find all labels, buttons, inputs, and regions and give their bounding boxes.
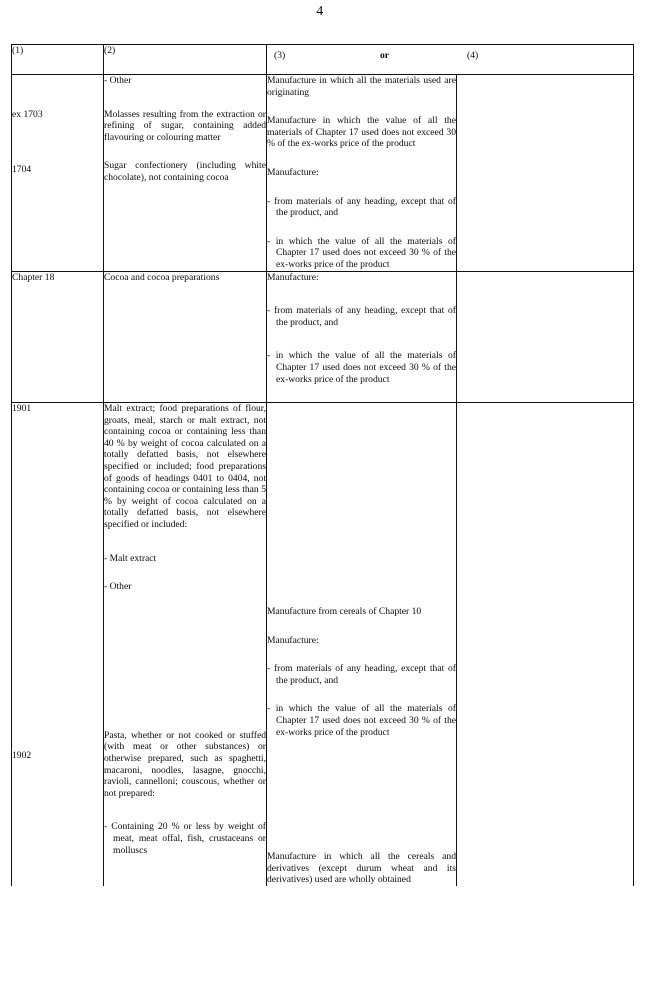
row-1901-other-rule-intro: Manufacture: xyxy=(267,634,319,646)
table-row-chapter-18 xyxy=(12,271,634,403)
row-1902-code: 1902 xyxy=(12,749,32,761)
row-1901-description: Malt extract; food preparations of flour, groats, meal, starch or malt extract, not containing cocoa or containing less than 40 % by weight of cocoa calculated on a totally defatted basis, not elsewhere specified or included; food preparations of goods of headings 0401 to 0404, not containing cocoa or containing less than 5 % by weight of cocoa calculated on a totally defatted basis, not elsewhere specified or included: xyxy=(104,403,266,531)
row-1901-subitem-other: - Other xyxy=(104,581,132,593)
row-chapter-18-rule-bullet-1: - from materials of any heading, except that of the product, and xyxy=(267,305,456,328)
row-chapter-18-code: Chapter 18 xyxy=(12,271,104,403)
cell-col3-chapter-18 xyxy=(267,271,457,403)
row-1901-other-rule-bullet-2: - in which the value of all the materials of Chapter 17 used does not exceed 30 % of the ex-works price of the product xyxy=(267,703,456,738)
table-row-group-1703-1704 xyxy=(12,75,634,272)
row-other-rule: Manufacture in which all the materials used are originating xyxy=(267,75,456,98)
row-chapter-18-description: Cocoa and cocoa preparations xyxy=(104,271,267,403)
column-header-1: (1) xyxy=(12,45,104,75)
table-row-group-1901-1902 xyxy=(12,403,634,886)
cell-col4-group2 xyxy=(457,403,634,886)
column-header-or: or xyxy=(380,50,390,61)
row-1704-code: 1704 xyxy=(12,164,32,176)
row-1901-other-rule-bullet-1: - from materials of any heading, except that of the product, and xyxy=(267,663,456,686)
origin-rules-table xyxy=(11,44,634,886)
table-header-row xyxy=(12,45,634,75)
cell-col4-chapter-18 xyxy=(457,271,634,403)
row-1704-rule-bullet-1: - from materials of any heading, except that of the product, and xyxy=(267,195,456,219)
cell-col3-group2 xyxy=(267,403,457,886)
cell-col3-group1 xyxy=(267,75,457,272)
column-header-3-4 xyxy=(267,45,634,75)
page-number: 4 xyxy=(316,4,324,19)
row-chapter-18-rule-intro: Manufacture: xyxy=(267,271,319,283)
row-other-code xyxy=(12,75,103,87)
row-ex-1703-description: Molasses resulting from the extraction or refining of sugar, containing added flavouring or colouring matter xyxy=(104,108,266,143)
row-chapter-18-rule-bullet-2: - in which the value of all the materials of Chapter 17 used does not exceed 30 % of the ex-works price of the product xyxy=(267,350,456,385)
row-ex-1703-code: ex 1703 xyxy=(12,108,43,120)
row-1901-subitem-malt-extract: - Malt extract xyxy=(104,552,157,564)
cell-col2-group1 xyxy=(104,75,267,272)
row-1704-rule-bullet-2: - in which the value of all the materials of Chapter 17 used does not exceed 30 % of the ex-works price of the product xyxy=(267,235,456,270)
row-1901-malt-extract-rule: Manufacture from cereals of Chapter 10 xyxy=(267,606,422,618)
column-header-2: (2) xyxy=(104,45,267,75)
cell-col4-group1 xyxy=(457,75,634,272)
row-ex-1703-rule: Manufacture in which the value of all the materials of Chapter 17 used does not exceed 30 % of the ex-works price of the product xyxy=(267,115,456,150)
cell-col1-group2 xyxy=(12,403,104,886)
column-header-4: (4) xyxy=(467,50,479,61)
row-1704-description: Sugar confectionery (including white chocolate), not containing cocoa xyxy=(104,160,266,183)
row-1902-subitem-containing: - Containing 20 % or less by weight of meat, meat offal, fish, crustaceans or molluscs xyxy=(104,821,266,856)
column-header-3: (3) xyxy=(274,50,286,61)
row-1704-rule-intro: Manufacture: xyxy=(267,166,319,178)
row-1902-description: Pasta, whether or not cooked or stuffed (with meat or other substances) or otherwise prepared, such as spaghetti, macaroni, noodles, lasagne, gnocchi, ravioli, cannelloni; couscous, whether or not prepared: xyxy=(104,729,266,799)
row-1901-code: 1901 xyxy=(12,403,32,415)
cell-col2-group2 xyxy=(104,403,267,886)
row-other-description: - Other xyxy=(104,75,132,86)
cell-col1-group1 xyxy=(12,75,104,272)
row-1902-rule: Manufacture in which all the cereals and derivatives (except durum wheat and its derivatives) used are wholly obtained xyxy=(267,851,456,886)
